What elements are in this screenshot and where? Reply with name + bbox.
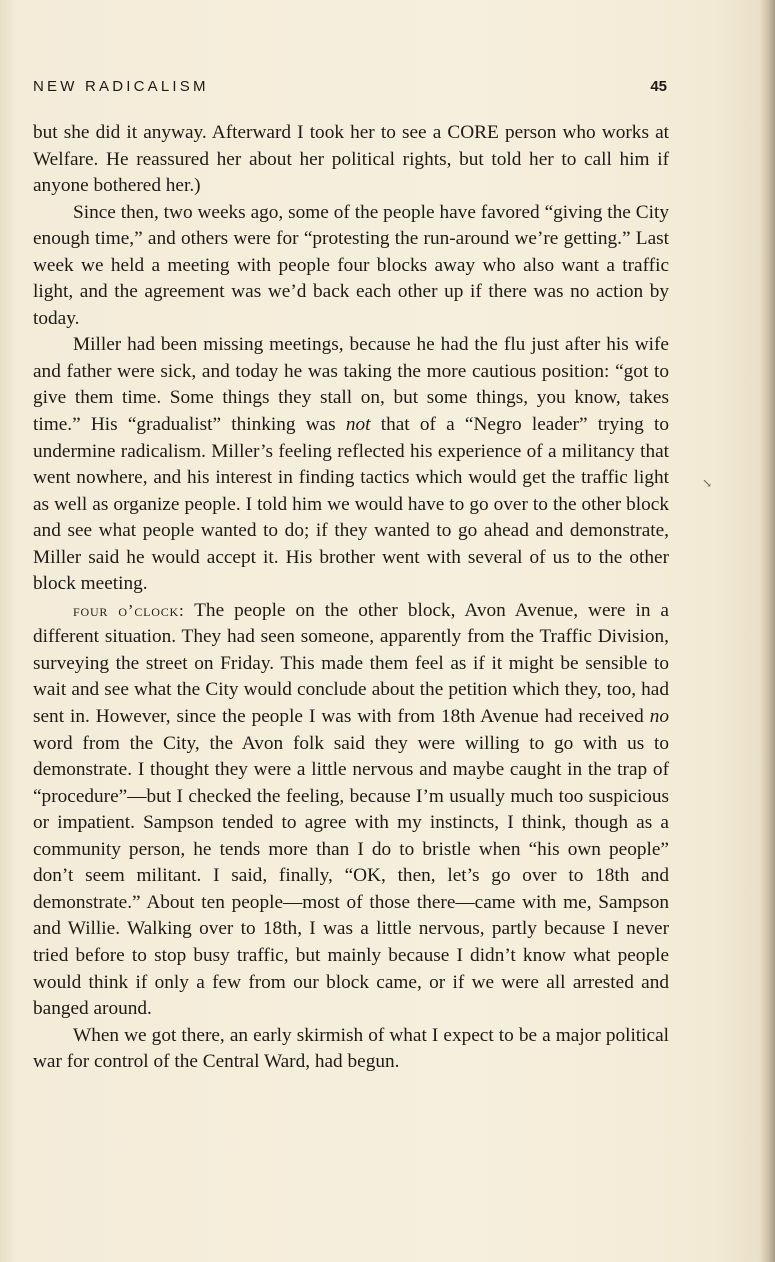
paragraph-4: [33, 598, 669, 1023]
stray-mark: ↘: [702, 476, 713, 490]
page-number: 45: [650, 78, 667, 95]
running-head: NEW RADICALISM: [33, 78, 209, 95]
paragraph-3: [33, 332, 669, 597]
time-heading: four o’clock:: [73, 600, 185, 620]
page-gutter-shadow: [759, 0, 775, 1262]
paragraph-2: Since then, two weeks ago, some of the people have favored “giving the City enough time,” and others were for “protesting the run-around we’re getting.” Last week we held a meeting with people four blocks away who also want a traffic light, and the agreement was we’d back each other up if there was no action by today.: [33, 201, 669, 329]
paragraph-4-text-a: The people on the other block, Avon Avenue, were in a different situation. They had seen someone, apparently from the Traffic Division, surveying the street on Friday. This made them feel as if it might be sensible to wait and see what the City would conclude about the petition which they, too, had sent in. However, since the people I was with from 18th Avenue had received: [33, 599, 669, 728]
page-header: [33, 76, 673, 100]
paragraph-4-text-b: word from the City, the Avon folk said they were willing to go with us to demonstrate. I thought they were a little nervous and maybe caught in the trap of “procedure”—but I checked the feeling, because I’m usually much too suspicious or impatient. Sampson tended to agree with my instincts, I think, though as a community person, he tends more than I do to bristle when “his own people” don’t seem militant. I said, finally, “OK, then, let’s go over to 18th and demonstrate.” About ten people—most of those there—came with me, Sampson and Willie. Walking over to 18th, I was a little nervous, partly because I never tried before to stop busy traffic, but mainly because I didn’t know what people would think if only a few from our block came, or if we were all arrested and banged around.: [33, 732, 669, 1020]
paragraph-3-text-a: Miller had been missing meetings, because he had the flu just after his wife and father were sick, and today he was taking the more cautious position: “got to give them time. Some things they stall on, but some things, you know, takes time.” His “gradualist” thinking was: [33, 334, 669, 436]
paragraph-1: but she did it anyway. Afterward I took her to see a CORE person who works at Welfare. He reassured her about her political rights, but told her to call him if anyone bothered her.): [33, 122, 669, 197]
emphasis-no: no: [649, 706, 669, 728]
paragraph-5: When we got there, an early skirmish of what I expect to be a major political war for control of the Central Ward, had begun.: [33, 1024, 669, 1073]
body-text: [33, 120, 669, 1180]
emphasis-not: not: [345, 414, 371, 436]
paragraph-3-text-b: that of a “Negro leader” trying to undermine radicalism. Miller’s feeling reflected his experience of a militancy that went nowhere, and his interest in finding tactics which would get the traffic light as well as organize people. I told him we would have to go over to the other block and see what people wanted to do; if they wanted to go ahead and demonstrate, Miller said he would accept it. His brother went with several of us to the other block meeting.: [33, 414, 669, 595]
